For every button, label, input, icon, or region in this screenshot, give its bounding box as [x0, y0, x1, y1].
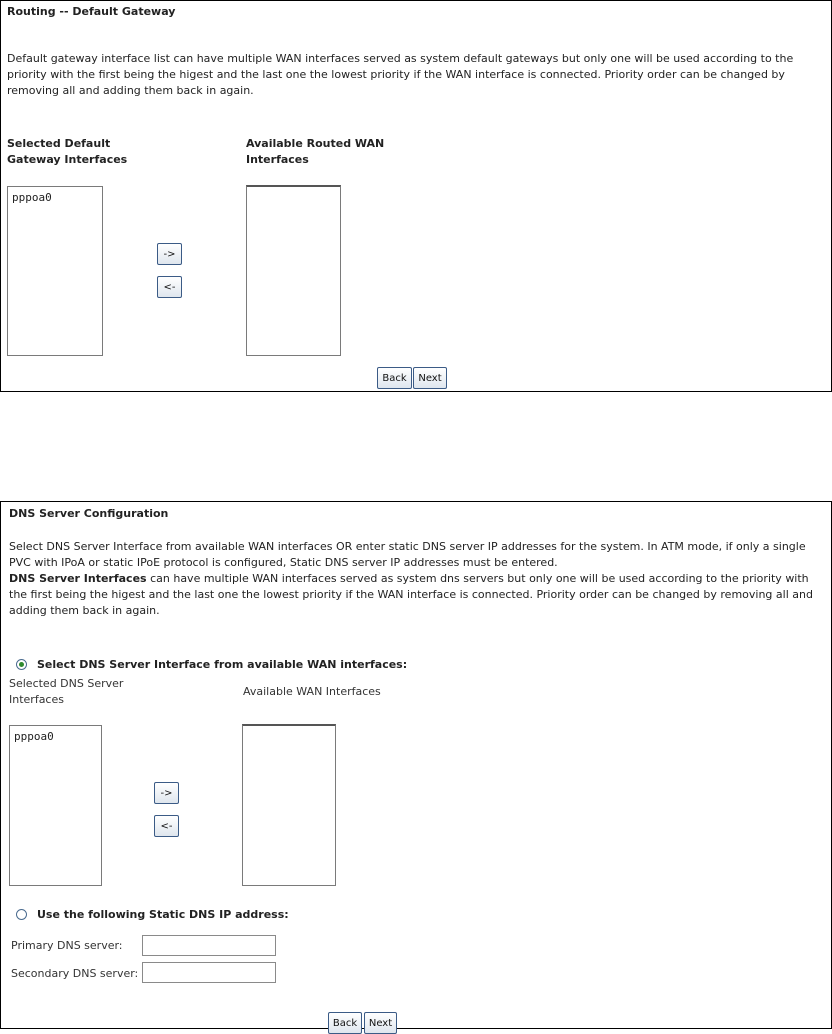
move-left-button[interactable]: <- — [157, 276, 182, 298]
routing-default-gateway-panel — [0, 0, 832, 392]
secondary-dns-label: Secondary DNS server: — [11, 967, 139, 980]
dns-title: DNS Server Configuration — [9, 507, 169, 520]
available-routed-wan-header: Available Routed WAN Interfaces — [246, 137, 385, 166]
dns-interface-radio[interactable] — [16, 659, 27, 670]
selected-dns-header: Selected DNS Server Interfaces — [9, 677, 124, 706]
available-wan-header: Available WAN Interfaces — [243, 685, 381, 698]
routing-description: Default gateway interface list can have multiple WAN interfaces served as system default gateways but only one will be used according to the priority with the first being the higest and the last one the lowest priority if the WAN interface is connected. Priority order can be changed by removing all and adding them back in again. — [7, 52, 794, 97]
available-wan-listbox[interactable] — [242, 724, 336, 886]
list-item[interactable]: pppoa0 — [14, 730, 54, 743]
static-dns-radio[interactable] — [16, 909, 27, 920]
dns-interface-option-label: Select DNS Server Interface from available WAN interfaces: — [37, 658, 408, 671]
primary-dns-label: Primary DNS server: — [11, 939, 123, 952]
secondary-dns-input[interactable] — [142, 962, 276, 983]
selected-dns-listbox[interactable] — [9, 725, 102, 886]
dns-interfaces-bold: DNS Server Interfaces — [9, 572, 147, 585]
routing-title: Routing -- Default Gateway — [7, 5, 176, 18]
dns-description: Select DNS Server Interface from available WAN interfaces OR enter static DNS server IP addresses for the system. In ATM mode, if only a single PVC with IPoA or static IPoE protocol is configured, Static DNS server IP addresses must be entered. DNS Server Interfaces can have multiple WAN interfaces served as system dns servers but only one will be used according to the priority with the first being the higest and the last one the lowest priority if the WAN interface is connected. Priority order can be changed by removing all and adding them back in again. — [9, 540, 813, 617]
move-right-button[interactable]: -> — [154, 782, 179, 804]
list-item[interactable]: pppoa0 — [12, 191, 52, 204]
back-button[interactable]: Back — [377, 367, 412, 389]
primary-dns-input[interactable] — [142, 935, 276, 956]
static-dns-option-label: Use the following Static DNS IP address: — [37, 908, 289, 921]
move-left-button[interactable]: <- — [154, 815, 179, 837]
next-button[interactable]: Next — [413, 367, 447, 389]
back-button[interactable]: Back — [328, 1012, 362, 1034]
dns-server-configuration-panel — [0, 501, 832, 1029]
available-routed-wan-listbox[interactable] — [246, 185, 341, 356]
move-right-button[interactable]: -> — [157, 243, 182, 265]
selected-gateway-listbox[interactable] — [7, 186, 103, 356]
selected-gateway-header: Selected Default Gateway Interfaces — [7, 137, 128, 166]
next-button[interactable]: Next — [364, 1012, 397, 1034]
